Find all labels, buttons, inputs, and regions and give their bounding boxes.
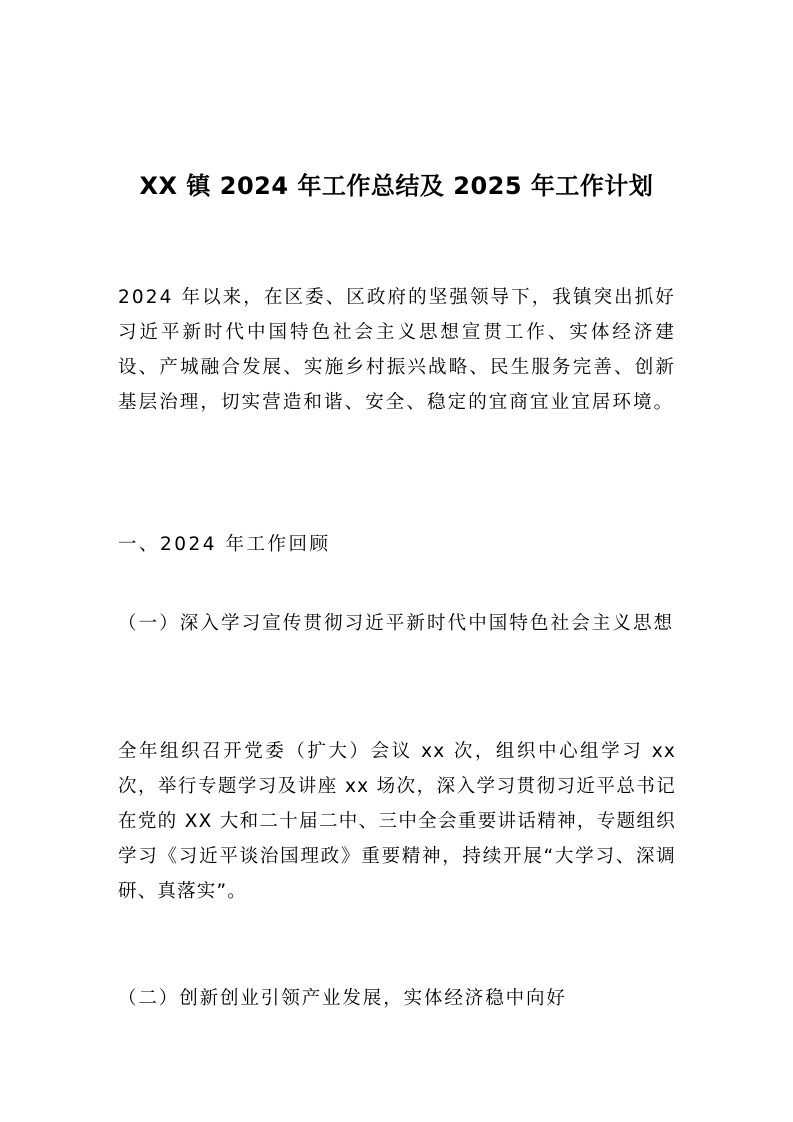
subsection-heading-study: （一）深入学习宣传贯彻习近平新时代中国特色社会主义思想 <box>118 613 675 634</box>
section-heading-review: 一、2024 年工作回顾 <box>118 534 331 555</box>
intro-paragraph: 2024 年以来，在区委、区政府的坚强领导下，我镇突出抓好习近平新时代中国特色社会主义思想宣贯工作、实体经济建设、产城融合发展、实施乡村振兴战略、民生服务完善、创新基层治理，切实营造和谐、安全、稳定的宜商宜业宜居环境。 <box>118 287 676 413</box>
study-paragraph: 全年组织召开党委（扩大）会议 xx 次，组织中心组学习 xx 次，举行专题学习及讲座 xx 场次，深入学习贯彻习近平总书记在党的 XX 大和二十届二中、三中全会重要讲话精神，专题组织学习《习近平谈治国理政》重要精神，持续开展“大学习、深调研、真落实”。 <box>118 741 676 902</box>
subsection-heading-economy: （二）创新创业引领产业发展，实体经济稳中向好 <box>118 988 567 1009</box>
document-title: XX 镇 2024 年工作总结及 2025 年工作计划 <box>139 172 654 200</box>
